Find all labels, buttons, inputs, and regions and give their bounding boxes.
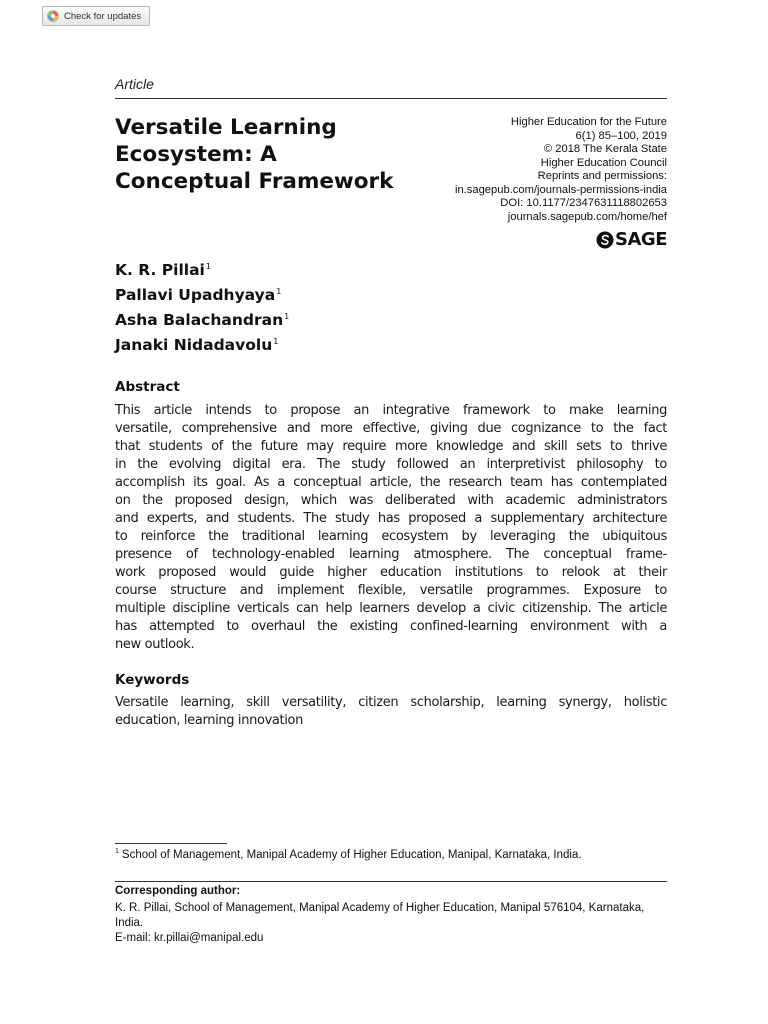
abstract-line: course structure and implement flexible, versatile programmes. Exposure to [115,583,667,598]
corresponding-line: India. [115,917,144,929]
author-name-text: Janaki Nidadavolu [115,336,273,355]
affiliation-marker: 1 [284,312,290,322]
abstract-line: new outlook. [115,637,195,652]
keywords-line: Versatile learning, skill versatility, citizen scholarship, learning synergy, holistic [115,695,667,710]
author-name [115,331,289,356]
header-divider [115,98,667,99]
journal-link[interactable]: journals.sagepub.com/home/hef [507,210,667,223]
crossmark-icon [47,10,59,22]
reprints-link[interactable]: in.sagepub.com/journals-permissions-india [454,183,667,196]
corresponding-email[interactable]: E-mail: kr.pillai@manipal.edu [115,932,264,944]
author-name [115,256,289,281]
affiliation-footnote [115,848,582,861]
keywords-heading: Keywords [115,672,190,688]
footnote-text: School of Management, Manipal Academy of Higher Education, Manipal, Karnataka, India. [121,848,582,861]
journal-volume: 6(1) 85–100, 2019 [575,129,667,142]
footnote-marker: 1 [115,848,119,855]
sage-logo [596,229,667,250]
check-for-updates-button[interactable] [42,6,150,26]
keywords-text [115,694,667,730]
footnote-divider [115,843,227,844]
copyright-line: © 2018 The Kerala State [543,143,667,155]
doi-link[interactable]: DOI: 10.1177/2347631118802653 [500,197,667,209]
abstract-line: accomplish its goal. As a conceptual article, the research team has contemplated [115,475,667,490]
abstract-line: versatile, comprehensive and more effective, giving due cognizance to the fact [115,421,667,436]
keywords-line: education, learning innovation [115,713,304,728]
title-line: Conceptual Framework [115,169,394,194]
author-name [115,306,289,331]
corresponding-author-heading: Corresponding author: [115,885,241,897]
title-line: Ecosystem: A [115,142,277,167]
abstract-text [115,402,667,654]
journal-info-block [455,116,667,224]
affiliation-marker: 1 [276,287,282,297]
author-name-text: Pallavi Upadhyaya [115,286,276,305]
abstract-line: that students of the future may require more knowledge and skill sets to thrive [115,439,667,454]
title-line: Versatile Learning [115,115,337,140]
author-name [115,281,289,306]
abstract-line: on the proposed design, which was deliberated with academic administrators [115,493,667,508]
author-name-text: Asha Balachandran [115,311,284,330]
reprints-label: Reprints and permissions: [537,170,667,182]
abstract-line: work proposed would guide higher education institutions to relook at their [115,565,667,580]
sage-wordmark: SAGE [615,229,667,250]
check-for-updates-label: Check for updates [64,10,142,22]
corresponding-divider [115,881,667,882]
page-title [115,114,435,195]
abstract-line: This article intends to propose an integrative framework to make learning [115,403,667,418]
author-name-text: K. R. Pillai [115,261,205,280]
sage-s-icon [596,231,614,249]
abstract-line: and experts, and students. The study has proposed a supplementary architecture [115,511,667,526]
abstract-line: has attempted to overhaul the existing confined-learning environment with a [115,619,667,634]
author-list [115,256,289,357]
abstract-line: presence of technology-enabled learning atmosphere. The conceptual frame- [115,547,667,562]
article-type-label: Article [115,76,154,92]
abstract-line: to reinforce the traditional learning ecosystem by leveraging the ubiquitous [115,529,667,544]
abstract-line: multiple discipline verticals can help learners develop a civic citizenship. The article [115,601,667,616]
affiliation-marker: 1 [273,337,279,347]
corresponding-author-details [115,901,667,946]
abstract-line: in the evolving digital era. The study followed an interpretivist philosophy to [115,457,667,472]
council-line: Higher Education Council [540,156,667,169]
corresponding-line: K. R. Pillai, School of Management, Manipal Academy of Higher Education, Manipal 576104, Karnataka, [115,902,645,914]
journal-name: Higher Education for the Future [510,116,667,128]
affiliation-marker: 1 [205,262,211,271]
abstract-heading: Abstract [115,379,180,395]
